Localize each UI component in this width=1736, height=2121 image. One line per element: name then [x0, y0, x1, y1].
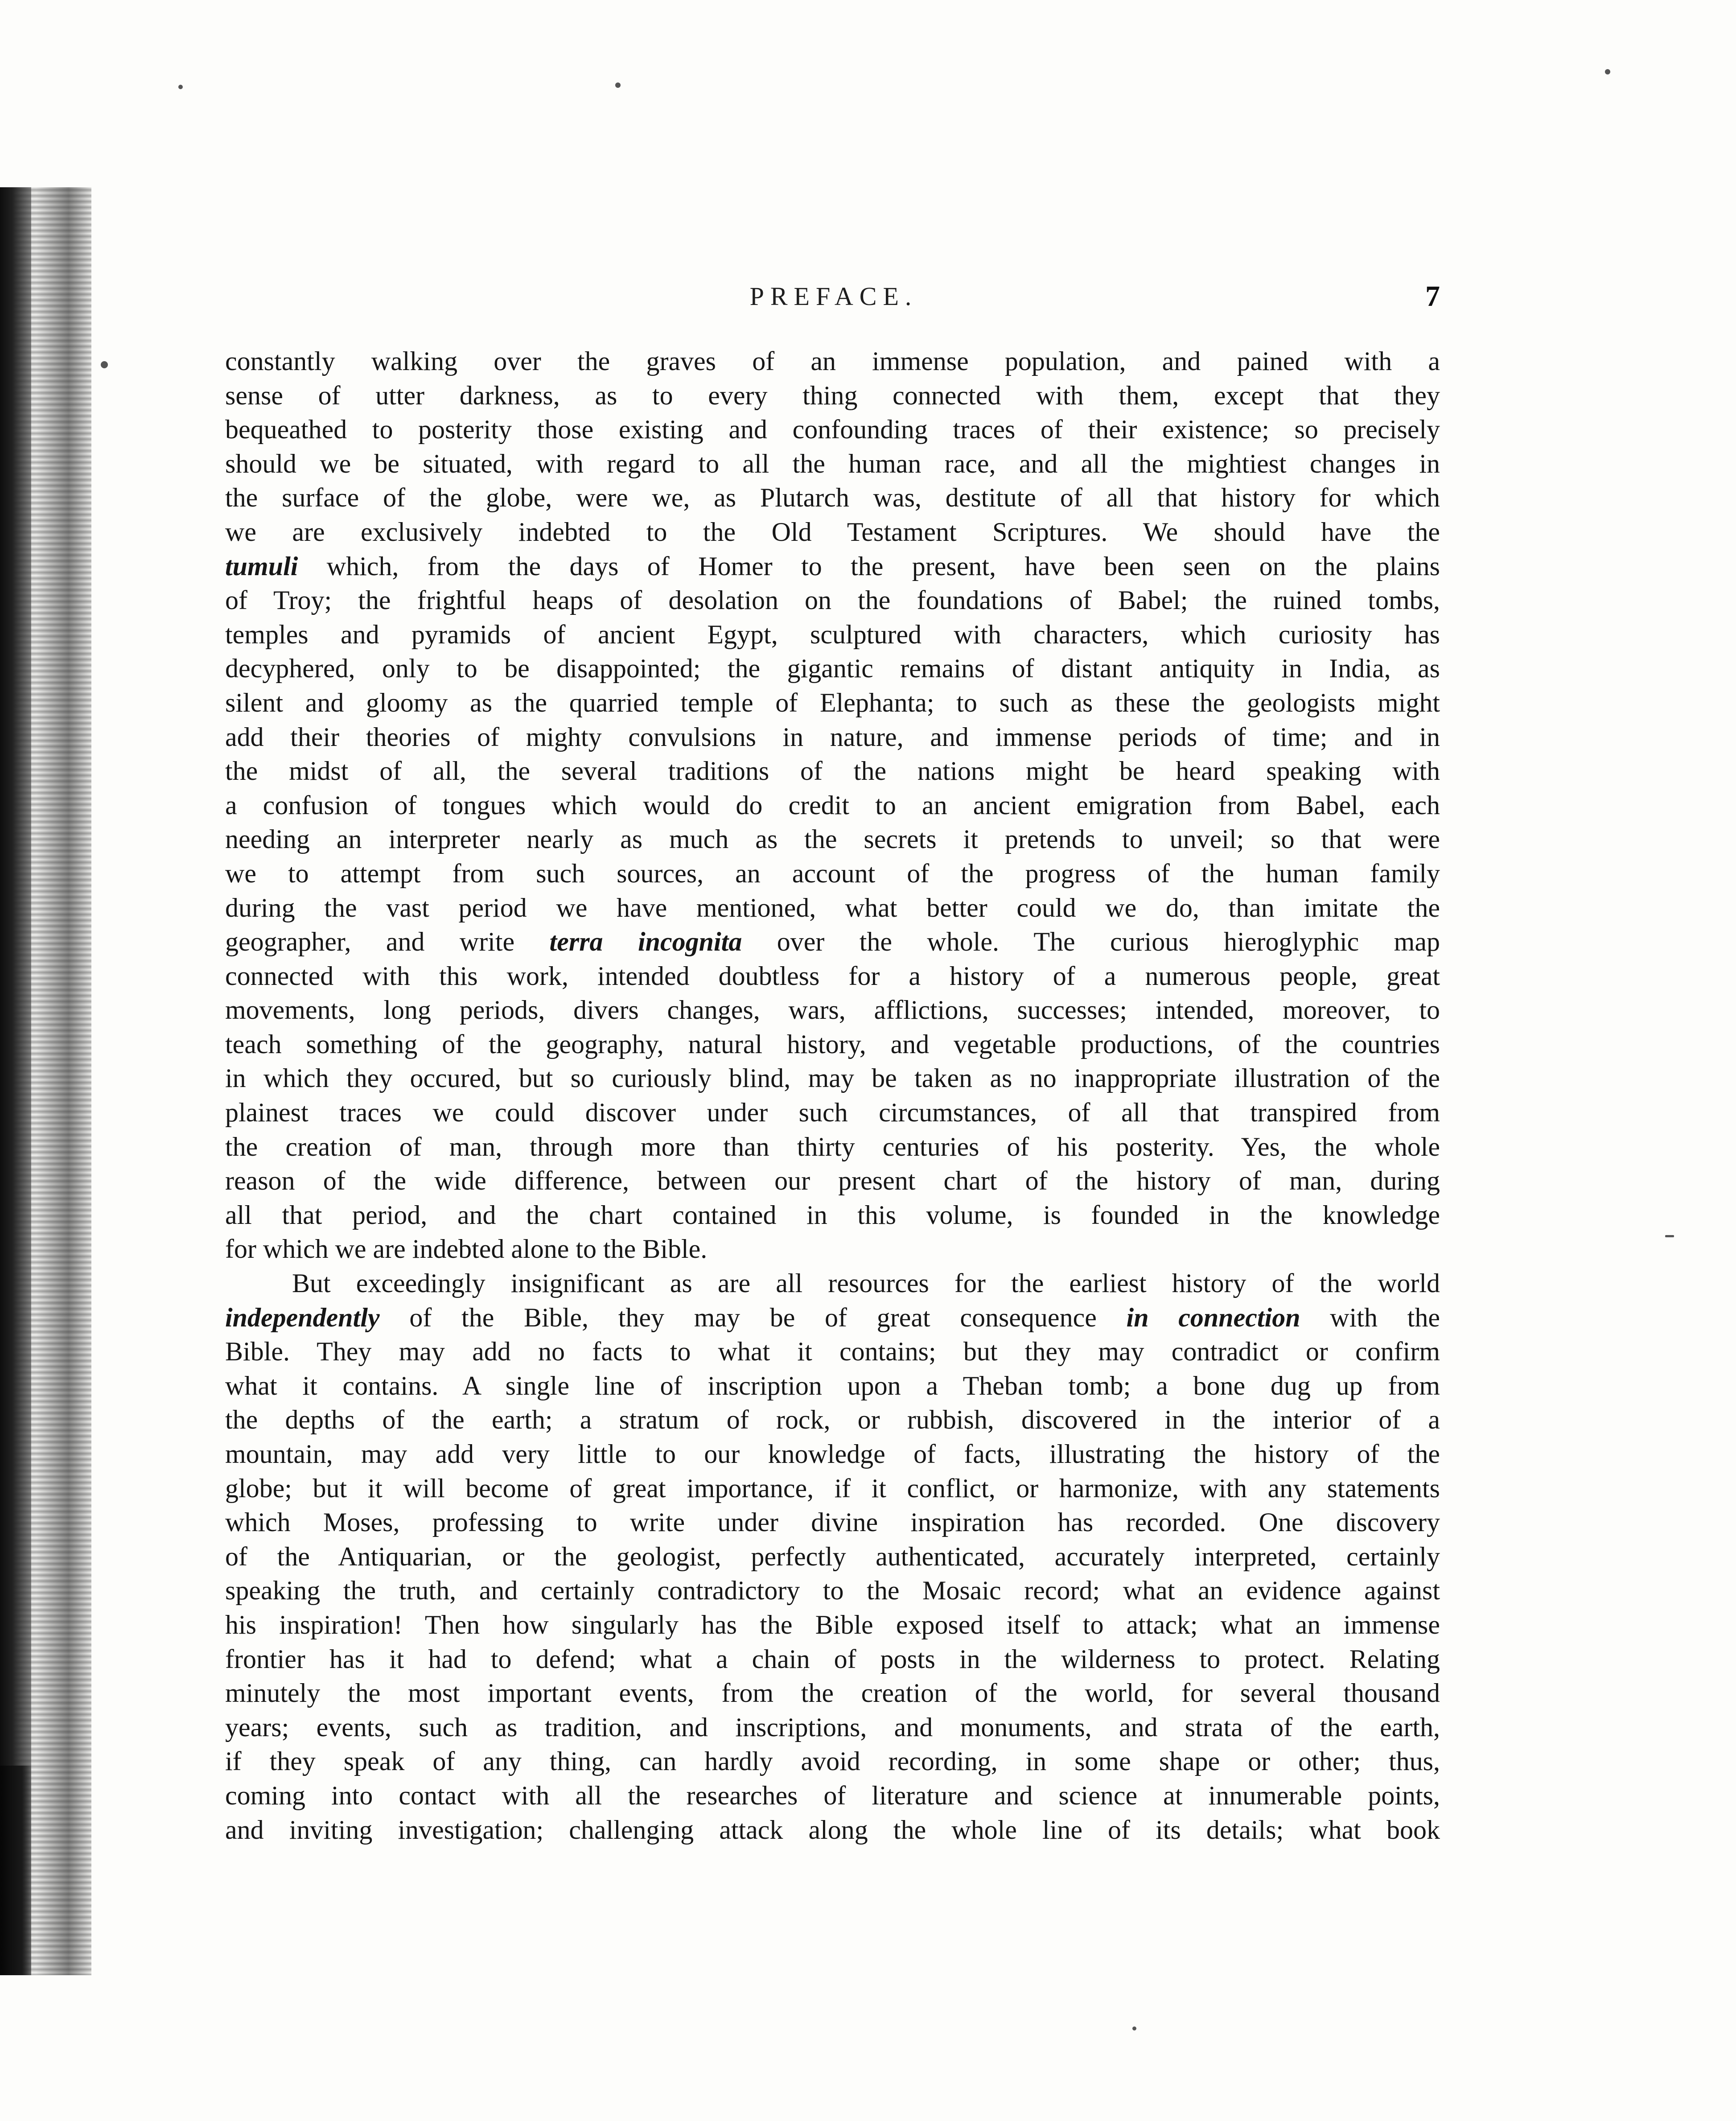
text-run: what it contains. A single line of inscription upon a Theban tomb; a bone dug up from	[225, 1371, 1440, 1400]
scan-speck	[1665, 1235, 1674, 1237]
text-line	[225, 857, 1440, 891]
text-line	[225, 720, 1440, 754]
text-run: and inviting investigation; challenging attack along the whole line of its details; what book	[225, 1815, 1440, 1845]
text-run: reason of the wide difference, between our present chart of the history of man, during	[225, 1166, 1440, 1196]
text-run: frontier has it had to defend; what a chain of posts in the wilderness to protect. Relating	[225, 1644, 1440, 1674]
text-run: years; events, such as tradition, and inscriptions, and monuments, and strata of the earth,	[225, 1712, 1440, 1742]
text-line	[225, 481, 1440, 515]
binding-shadow-upper	[0, 187, 31, 1975]
scan-speck	[615, 82, 621, 88]
text-line	[225, 1505, 1440, 1540]
text-run: the surface of the globe, were we, as Plutarch was, destitute of all that history for which	[225, 483, 1440, 513]
text-line	[225, 549, 1440, 584]
italic-phrase: independently	[225, 1302, 380, 1332]
scan-speck	[1132, 2026, 1136, 2030]
text-line	[225, 651, 1440, 686]
running-title: PREFACE.	[749, 282, 918, 311]
text-line	[225, 412, 1440, 447]
text-run: over the whole. The curious hieroglyphic map	[742, 927, 1440, 957]
text-line	[225, 1096, 1440, 1130]
text-run: plainest traces we could discover under such circumstances, of all that transpired from	[225, 1098, 1440, 1128]
text-run: a confusion of tongues which would do credit to an ancient emigration from Babel, each	[225, 790, 1440, 820]
scan-speck	[101, 361, 108, 368]
text-line	[225, 1676, 1440, 1710]
text-line	[225, 1198, 1440, 1232]
text-line	[225, 1710, 1440, 1745]
text-line	[225, 1642, 1440, 1676]
text-line	[225, 1369, 1440, 1403]
italic-phrase: tumuli	[225, 551, 298, 581]
text-line	[225, 344, 1440, 379]
text-line	[225, 959, 1440, 993]
text-run: of Troy; the frightful heaps of desolation on the foundations of Babel; the ruined tombs,	[225, 585, 1440, 615]
text-line	[225, 1061, 1440, 1096]
text-run: which Moses, professing to write under divine inspiration has recorded. One discovery	[225, 1507, 1440, 1537]
text-line	[225, 1301, 1440, 1335]
text-run: all that period, and the chart contained in this volume, is founded in the knowledge	[225, 1200, 1440, 1230]
text-line	[225, 1744, 1440, 1779]
text-run: decyphered, only to be disappointed; the gigantic remains of distant antiquity in India, as	[225, 654, 1440, 684]
text-run: we are exclusively indebted to the Old Testament Scriptures. We should have the	[225, 517, 1440, 547]
text-run: of the Bible, they may be of great consequence	[379, 1302, 1127, 1332]
text-line	[225, 1232, 1440, 1266]
text-line	[225, 1608, 1440, 1642]
text-run: movements, long periods, divers changes, wars, afflictions, successes; intended, moreover, to	[225, 995, 1440, 1025]
text-line	[225, 1403, 1440, 1437]
text-line	[225, 447, 1440, 481]
text-line	[225, 515, 1440, 549]
text-line	[225, 618, 1440, 652]
scan-speck	[1605, 69, 1610, 74]
scan-speck	[178, 85, 183, 89]
text-run: Bible. They may add no facts to what it contains; but they may contradict or confirm	[225, 1337, 1440, 1367]
text-run: the depths of the earth; a stratum of rock, or rubbish, discovered in the interior of a	[225, 1405, 1440, 1435]
text-run: the creation of man, through more than thirty centuries of his posterity. Yes, the whole	[225, 1132, 1440, 1161]
preface-text	[225, 344, 1440, 1847]
text-run: the midst of all, the several traditions of the nations might be heard speaking with	[225, 756, 1440, 786]
binding-shadow-lower	[0, 1766, 31, 1975]
text-run: which, from the days of Homer to the present, have been seen on the plains	[298, 551, 1440, 581]
text-line	[225, 686, 1440, 720]
text-run: should we be situated, with regard to all the human race, and all the mightiest changes in	[225, 449, 1440, 478]
text-run: speaking the truth, and certainly contradictory to the Mosaic record; what an evidence against	[225, 1576, 1440, 1606]
text-line	[225, 754, 1440, 788]
text-line	[225, 1779, 1440, 1813]
text-run: add their theories of mighty convulsions in nature, and immense periods of time; and in	[225, 722, 1440, 752]
text-run: But exceedingly insignificant as are all resources for the earliest history of the world	[292, 1268, 1440, 1298]
text-line	[225, 788, 1440, 823]
text-run: connected with this work, intended doubtless for a history of a numerous people, great	[225, 961, 1440, 991]
text-line	[225, 1130, 1440, 1164]
text-run: minutely the most important events, from the creation of the world, for several thousand	[225, 1678, 1440, 1708]
text-line	[225, 1540, 1440, 1574]
text-run: mountain, may add very little to our knowledge of facts, illustrating the history of the	[225, 1439, 1440, 1469]
text-line	[225, 379, 1440, 413]
text-run: coming into contact with all the researches of literature and science at innumerable points,	[225, 1780, 1440, 1810]
page-number: 7	[1425, 280, 1440, 313]
text-run: silent and gloomy as the quarried temple of Elephanta; to such as these the geologists might	[225, 688, 1440, 717]
text-run: in which they occured, but so curiously blind, may be taken as no inappropriate illustration of the	[225, 1063, 1440, 1093]
text-line	[225, 1437, 1440, 1471]
text-line	[225, 583, 1440, 618]
italic-phrase: terra incognita	[549, 927, 742, 957]
text-run: teach something of the geography, natural history, and vegetable productions, of the countries	[225, 1029, 1440, 1059]
text-run: with the	[1300, 1302, 1440, 1332]
binding-edge	[0, 187, 91, 1975]
text-line	[225, 1027, 1440, 1062]
text-line	[225, 1471, 1440, 1506]
text-run: bequeathed to posterity those existing and confounding traces of their existence; so precisely	[225, 415, 1440, 445]
text-run: constantly walking over the graves of an immense population, and pained with a	[225, 346, 1440, 376]
text-run: during the vast period we have mentioned, what better could we do, than imitate the	[225, 893, 1440, 923]
text-line	[225, 822, 1440, 857]
text-run: we to attempt from such sources, an account of the progress of the human family	[225, 858, 1440, 888]
text-line	[225, 993, 1440, 1027]
text-run: for which we are indebted alone to the Bible.	[225, 1234, 708, 1264]
text-run: sense of utter darkness, as to every thing connected with them, except that they	[225, 380, 1440, 410]
text-run: geographer, and write	[225, 927, 550, 957]
text-run: temples and pyramids of ancient Egypt, sculptured with characters, which curiosity has	[225, 619, 1440, 649]
text-run: if they speak of any thing, can hardly avoid recording, in some shape or other; thus,	[225, 1746, 1440, 1776]
text-run: of the Antiquarian, or the geologist, perfectly authenticated, accurately interpreted, certainly	[225, 1541, 1440, 1571]
text-run: his inspiration! Then how singularly has the Bible exposed itself to attack; what an immense	[225, 1610, 1440, 1639]
text-run: needing an interpreter nearly as much as the secrets it pretends to unveil; so that were	[225, 824, 1440, 854]
text-line	[225, 1266, 1440, 1301]
italic-phrase: in connection	[1126, 1302, 1300, 1332]
text-line	[225, 1334, 1440, 1369]
text-line	[225, 1813, 1440, 1847]
text-run: globe; but it will become of great importance, if it conflict, or harmonize, with any statements	[225, 1473, 1440, 1503]
text-line	[225, 891, 1440, 925]
text-line	[225, 925, 1440, 959]
running-head	[227, 276, 1440, 317]
text-line	[225, 1164, 1440, 1198]
text-line	[225, 1573, 1440, 1608]
